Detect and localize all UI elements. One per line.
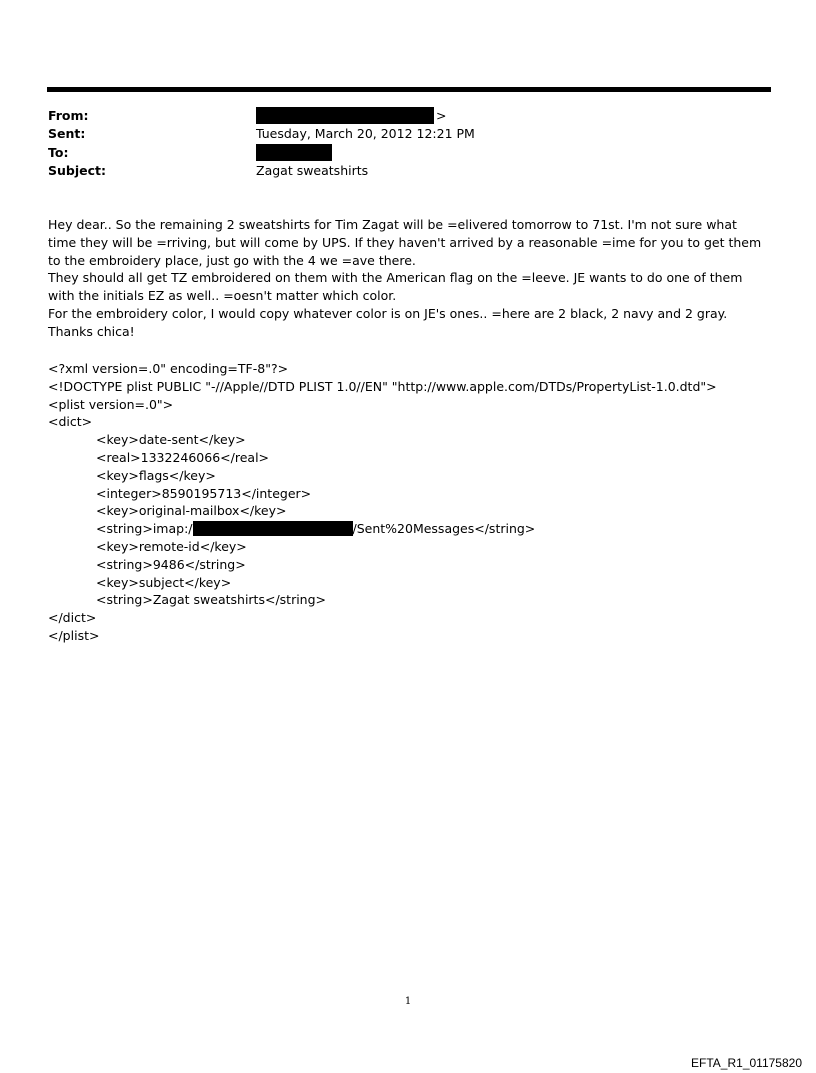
document-id: EFTA_R1_01175820 — [691, 1056, 802, 1070]
xml-line: <string>Zagat sweatshirts</string> — [96, 592, 327, 608]
body-paragraph: Thanks chica! — [48, 323, 135, 339]
xml-line: <integer>8590195713</integer> — [96, 485, 312, 501]
imap-suffix: /Sent%20Messages</string> — [352, 521, 536, 537]
plist-open: <plist version=.0"> — [48, 396, 174, 412]
imap-line — [48, 520, 768, 538]
sent-value: Tuesday, March 20, 2012 12:21 PM — [256, 126, 475, 141]
redacted-mailbox — [193, 521, 353, 536]
xml-line: <real>1332246066</real> — [96, 449, 270, 465]
xml-line: <string>9486</string> — [96, 556, 246, 572]
xml-line: <key>subject</key> — [96, 574, 232, 590]
plist-close: </plist> — [48, 627, 100, 643]
page-number: 1 — [404, 996, 412, 1007]
plist-metadata — [48, 360, 768, 645]
dict-close: </dict> — [48, 610, 97, 626]
body-paragraph: For the embroidery color, I would copy whatever color is on JE's ones.. =here are 2 black, 2 navy and 2 gray. — [48, 305, 728, 321]
xml-line: <key>date-sent</key> — [96, 432, 246, 448]
email-body — [48, 216, 768, 341]
imap-prefix: <string>imap:/ — [96, 521, 193, 537]
to-label: To: — [48, 145, 69, 160]
redacted-from-address — [256, 107, 434, 124]
dict-open: <dict> — [48, 414, 93, 430]
sent-label: Sent: — [48, 126, 86, 141]
xml-declaration: <?xml version=.0" encoding=TF-8"?> — [48, 361, 289, 376]
xml-line: <key>remote-id</key> — [96, 538, 247, 554]
subject-label: Subject: — [48, 163, 106, 178]
from-label: From: — [48, 108, 89, 123]
subject-value: Zagat sweatshirts — [256, 163, 369, 178]
body-paragraph: Hey dear.. So the remaining 2 sweatshirts for Tim Zagat will be =elivered tomorrow to 71st. I'm not sure what time they will be =rriving, but will come by UPS. If they haven't arrived by a reasonable =ime for you to get them to the embroidery place, just go with the 4 we =ave there. — [48, 217, 762, 268]
redacted-to-address — [256, 144, 332, 161]
xml-doctype: <!DOCTYPE plist PUBLIC "-//Apple//DTD PLIST 1.0//EN" "http://www.apple.com/DTDs/PropertyList-1.0.dtd"> — [48, 378, 717, 394]
body-paragraph: They should all get TZ embroidered on them with the American flag on the =leeve. JE wants to do one of them with the initials EZ as well.. =oesn't matter which color. — [48, 270, 743, 304]
header-rule — [47, 87, 771, 92]
from-suffix: > — [436, 108, 447, 123]
xml-line: <key>flags</key> — [96, 467, 216, 483]
xml-line: <key>original-mailbox</key> — [96, 503, 287, 519]
